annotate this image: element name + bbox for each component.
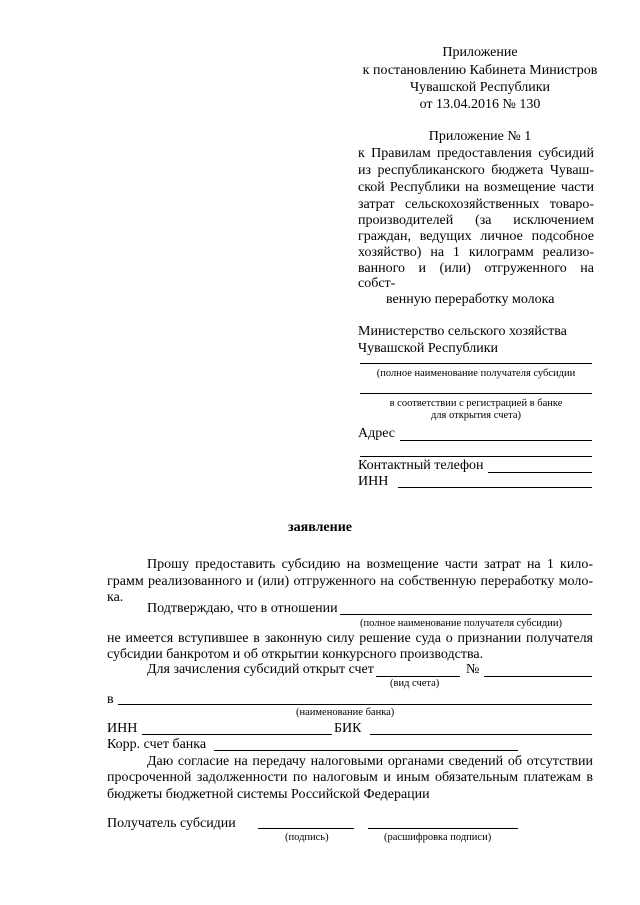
appendix-line-1: к Правилам предоставления субсидий (358, 146, 594, 161)
header-line-2: к постановлению Кабинета Министров (362, 63, 598, 78)
appendix-line-10: венную переработку молока (386, 292, 555, 307)
account-type-field[interactable] (376, 676, 460, 677)
para3-line-1: Для зачисления субсидий открыт счет (147, 662, 374, 677)
bank-name-hint: (наименование банка) (296, 707, 395, 718)
para2-line-2: не имеется вступившее в законную силу решение суда о признании получателя (107, 631, 593, 646)
recipient-name-hint: (полное наименование получателя субсидии (376, 368, 576, 379)
para2-line-3: субсидии банкротом и об открытии конкурсного производства. (107, 647, 484, 662)
registration-hint-2: для открытия счета) (430, 410, 522, 421)
appendix-line-9: собст- (358, 276, 396, 291)
ministry-line-1: Министерство сельского хозяйства (358, 324, 567, 339)
bank-prefix: в (107, 692, 114, 707)
recipient-full-name-hint: (полное наименование получателя субсидии) (360, 618, 562, 629)
header-line-1: Приложение (442, 45, 518, 60)
address-label: Адрес (358, 426, 396, 441)
appendix-line-6: граждан, ведущих личное подсобное (358, 229, 594, 244)
header-line-4: от 13.04.2016 № 130 (419, 97, 541, 112)
bank-inn-field[interactable] (142, 734, 332, 735)
account-number-field[interactable] (484, 676, 592, 677)
account-number-label: № (466, 662, 480, 677)
document-title: заявление (288, 520, 352, 535)
inn-field[interactable] (398, 487, 592, 488)
corr-account-label: Корр. счет банка (107, 737, 207, 752)
recipient-name-field[interactable] (360, 363, 592, 364)
appendix-line-3: ской Республики на возмещение части (358, 180, 594, 195)
para1-line-1: Прошу предоставить субсидию на возмещение части затрат на 1 кило- (147, 557, 593, 572)
para1-line-2: грамм реализованного и (или) отгруженного на собственную переработку моло- (107, 574, 593, 589)
address-field-2[interactable] (360, 456, 592, 457)
ministry-line-2: Чувашской Республики (358, 341, 499, 356)
para7-line-1: Даю согласие на передачу налоговыми органами сведений об отсутствии (147, 754, 593, 769)
phone-label: Контактный телефон (358, 458, 484, 473)
signature-label: Получатель субсидии (107, 816, 236, 831)
para7-line-3: бюджеты бюджетной системы Российской Федерации (107, 787, 430, 802)
bik-field[interactable] (370, 734, 592, 735)
bik-label: БИК (334, 721, 362, 736)
bank-name-field[interactable] (118, 704, 592, 705)
para7-line-2: просроченной задолженности по налоговым и иным обязательным платежам в (107, 770, 593, 785)
appendix-line-5: производителей (за исключением (358, 213, 594, 228)
inn-label: ИНН (358, 474, 389, 489)
signature-decode-field[interactable] (368, 828, 518, 829)
appendix-line-2: из республиканского бюджета Чуваш- (358, 163, 594, 178)
para1-line-3: ка. (107, 590, 124, 605)
header-line-3: Чувашской Республики (409, 80, 551, 95)
registration-hint-1: в соответствии с регистрацией в банке (389, 398, 563, 409)
appendix-title: Приложение № 1 (428, 129, 532, 144)
para2-line-1: Подтверждаю, что в отношении (147, 601, 338, 616)
address-field[interactable] (400, 440, 592, 441)
signature-field[interactable] (258, 828, 354, 829)
signature-hint: (подпись) (285, 832, 329, 843)
appendix-line-4: затрат сельскохозяйственных товаро- (358, 197, 594, 212)
signature-decode-hint: (расшифровка подписи) (384, 832, 492, 843)
recipient-name-field-2[interactable] (360, 393, 592, 394)
recipient-full-name-field[interactable] (340, 614, 592, 615)
appendix-line-7: хозяйство) на 1 килограмм реализо- (358, 245, 594, 260)
bank-inn-label: ИНН (107, 721, 138, 736)
corr-account-field[interactable] (214, 750, 518, 751)
phone-field[interactable] (488, 472, 592, 473)
account-type-hint: (вид счета) (390, 678, 440, 689)
appendix-line-8: ванного и (или) отгруженного на (358, 261, 594, 276)
